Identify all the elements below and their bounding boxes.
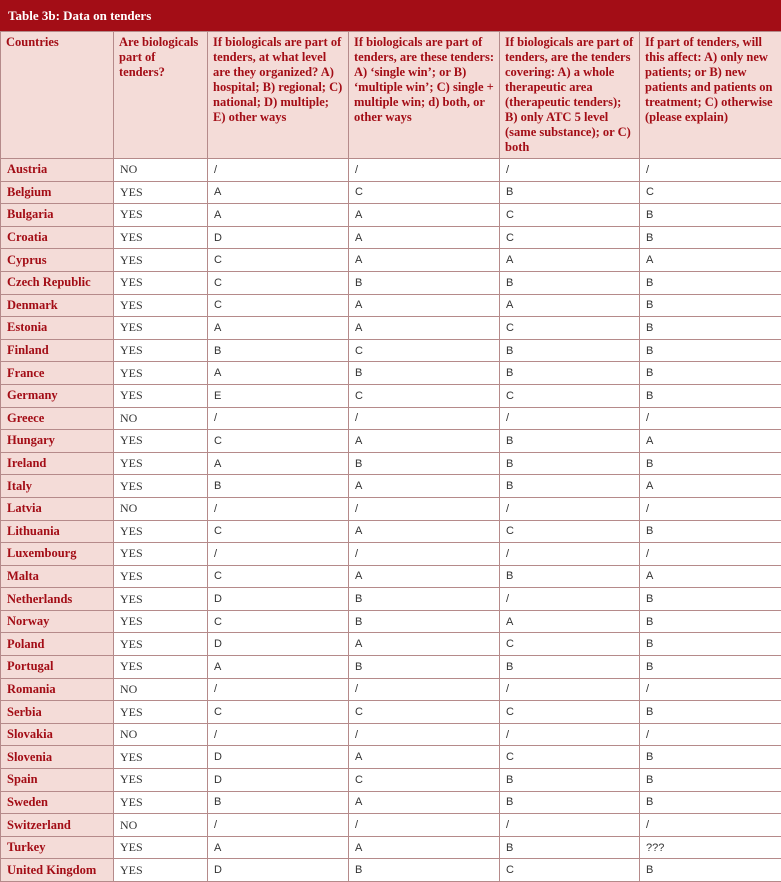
country-cell: Poland bbox=[1, 633, 114, 656]
coverage-cell: / bbox=[500, 543, 640, 566]
header-biologicals-in-tenders: Are biologicals part of tenders? bbox=[114, 32, 208, 159]
effect-cell: / bbox=[640, 678, 781, 701]
effect-cell: B bbox=[640, 610, 781, 633]
table-row bbox=[1, 520, 781, 543]
biologicals-cell: YES bbox=[114, 656, 208, 679]
type-cell: / bbox=[349, 814, 500, 837]
level-cell: D bbox=[208, 633, 349, 656]
table-row bbox=[1, 859, 781, 882]
effect-cell: B bbox=[640, 339, 781, 362]
table-row bbox=[1, 746, 781, 769]
coverage-cell: C bbox=[500, 633, 640, 656]
level-cell: B bbox=[208, 791, 349, 814]
country-cell: Portugal bbox=[1, 656, 114, 679]
table-row bbox=[1, 836, 781, 859]
level-cell: / bbox=[208, 407, 349, 430]
table-row bbox=[1, 430, 781, 453]
level-cell: C bbox=[208, 294, 349, 317]
table-row bbox=[1, 814, 781, 837]
level-cell: / bbox=[208, 159, 349, 182]
type-cell: B bbox=[349, 859, 500, 882]
effect-cell: B bbox=[640, 294, 781, 317]
biologicals-cell: YES bbox=[114, 701, 208, 724]
effect-cell: B bbox=[640, 656, 781, 679]
table-row bbox=[1, 204, 781, 227]
coverage-cell: A bbox=[500, 249, 640, 272]
effect-cell: B bbox=[640, 633, 781, 656]
biologicals-cell: NO bbox=[114, 723, 208, 746]
effect-cell: B bbox=[640, 746, 781, 769]
biologicals-cell: NO bbox=[114, 678, 208, 701]
table-row bbox=[1, 701, 781, 724]
type-cell: A bbox=[349, 633, 500, 656]
country-cell: United Kingdom bbox=[1, 859, 114, 882]
type-cell: / bbox=[349, 497, 500, 520]
table-row bbox=[1, 317, 781, 340]
level-cell: / bbox=[208, 543, 349, 566]
type-cell: A bbox=[349, 746, 500, 769]
type-cell: B bbox=[349, 362, 500, 385]
level-cell: A bbox=[208, 317, 349, 340]
country-cell: Hungary bbox=[1, 430, 114, 453]
level-cell: C bbox=[208, 430, 349, 453]
biologicals-cell: YES bbox=[114, 226, 208, 249]
coverage-cell: / bbox=[500, 497, 640, 520]
level-cell: D bbox=[208, 588, 349, 611]
country-cell: Norway bbox=[1, 610, 114, 633]
biologicals-cell: YES bbox=[114, 362, 208, 385]
type-cell: / bbox=[349, 159, 500, 182]
effect-cell: B bbox=[640, 859, 781, 882]
header-tender-type: If biologicals are part of tenders, are these tenders: A) ‘single win’; or B) ‘multiple win’; C) single + multiple win; d) both, or other ways bbox=[349, 32, 500, 159]
biologicals-cell: NO bbox=[114, 159, 208, 182]
coverage-cell: B bbox=[500, 452, 640, 475]
biologicals-cell: YES bbox=[114, 271, 208, 294]
effect-cell: A bbox=[640, 430, 781, 453]
type-cell: A bbox=[349, 520, 500, 543]
header-tender-coverage: If biologicals are part of tenders, are the tenders covering: A) a whole therapeutic area (therapeutic tenders); B) only ATC 5 level (same substance); or C) both bbox=[500, 32, 640, 159]
country-cell: Denmark bbox=[1, 294, 114, 317]
coverage-cell: C bbox=[500, 859, 640, 882]
coverage-cell: B bbox=[500, 271, 640, 294]
type-cell: A bbox=[349, 791, 500, 814]
type-cell: C bbox=[349, 339, 500, 362]
table-row bbox=[1, 271, 781, 294]
effect-cell: / bbox=[640, 543, 781, 566]
type-cell: A bbox=[349, 249, 500, 272]
biologicals-cell: YES bbox=[114, 633, 208, 656]
coverage-cell: / bbox=[500, 814, 640, 837]
coverage-cell: / bbox=[500, 159, 640, 182]
biologicals-cell: YES bbox=[114, 588, 208, 611]
coverage-cell: C bbox=[500, 746, 640, 769]
table-row bbox=[1, 159, 781, 182]
coverage-cell: B bbox=[500, 791, 640, 814]
table-title: Table 3b: Data on tenders bbox=[0, 0, 781, 31]
table-row bbox=[1, 633, 781, 656]
country-cell: Austria bbox=[1, 159, 114, 182]
effect-cell: B bbox=[640, 204, 781, 227]
type-cell: C bbox=[349, 769, 500, 792]
effect-cell: B bbox=[640, 588, 781, 611]
coverage-cell: B bbox=[500, 565, 640, 588]
coverage-cell: C bbox=[500, 384, 640, 407]
country-cell: Romania bbox=[1, 678, 114, 701]
country-cell: Sweden bbox=[1, 791, 114, 814]
level-cell: C bbox=[208, 610, 349, 633]
coverage-cell: B bbox=[500, 656, 640, 679]
biologicals-cell: NO bbox=[114, 407, 208, 430]
effect-cell: B bbox=[640, 271, 781, 294]
table-row bbox=[1, 362, 781, 385]
country-cell: Latvia bbox=[1, 497, 114, 520]
country-cell: Netherlands bbox=[1, 588, 114, 611]
table-row bbox=[1, 610, 781, 633]
country-cell: Czech Republic bbox=[1, 271, 114, 294]
country-cell: Lithuania bbox=[1, 520, 114, 543]
level-cell: / bbox=[208, 723, 349, 746]
type-cell: A bbox=[349, 430, 500, 453]
type-cell: / bbox=[349, 723, 500, 746]
effect-cell: / bbox=[640, 407, 781, 430]
type-cell: A bbox=[349, 475, 500, 498]
effect-cell: B bbox=[640, 226, 781, 249]
coverage-cell: A bbox=[500, 294, 640, 317]
effect-cell: B bbox=[640, 317, 781, 340]
type-cell: A bbox=[349, 565, 500, 588]
tenders-table bbox=[0, 31, 781, 882]
level-cell: C bbox=[208, 701, 349, 724]
level-cell: / bbox=[208, 814, 349, 837]
biologicals-cell: YES bbox=[114, 430, 208, 453]
level-cell: A bbox=[208, 204, 349, 227]
biologicals-cell: YES bbox=[114, 475, 208, 498]
table-row bbox=[1, 452, 781, 475]
level-cell: A bbox=[208, 362, 349, 385]
country-cell: Belgium bbox=[1, 181, 114, 204]
biologicals-cell: YES bbox=[114, 836, 208, 859]
effect-cell: A bbox=[640, 475, 781, 498]
table-row bbox=[1, 384, 781, 407]
table-row bbox=[1, 339, 781, 362]
level-cell: A bbox=[208, 656, 349, 679]
coverage-cell: B bbox=[500, 339, 640, 362]
type-cell: B bbox=[349, 271, 500, 294]
coverage-cell: C bbox=[500, 701, 640, 724]
level-cell: D bbox=[208, 859, 349, 882]
type-cell: A bbox=[349, 836, 500, 859]
coverage-cell: / bbox=[500, 588, 640, 611]
type-cell: / bbox=[349, 543, 500, 566]
biologicals-cell: YES bbox=[114, 746, 208, 769]
biologicals-cell: YES bbox=[114, 204, 208, 227]
country-cell: Italy bbox=[1, 475, 114, 498]
level-cell: B bbox=[208, 339, 349, 362]
table-row bbox=[1, 656, 781, 679]
table-row bbox=[1, 249, 781, 272]
level-cell: / bbox=[208, 497, 349, 520]
type-cell: A bbox=[349, 226, 500, 249]
coverage-cell: A bbox=[500, 610, 640, 633]
biologicals-cell: YES bbox=[114, 452, 208, 475]
table-row bbox=[1, 475, 781, 498]
type-cell: / bbox=[349, 407, 500, 430]
biologicals-cell: NO bbox=[114, 814, 208, 837]
effect-cell: / bbox=[640, 159, 781, 182]
effect-cell: / bbox=[640, 814, 781, 837]
level-cell: C bbox=[208, 271, 349, 294]
level-cell: C bbox=[208, 249, 349, 272]
effect-cell: ??? bbox=[640, 836, 781, 859]
level-cell: C bbox=[208, 520, 349, 543]
coverage-cell: B bbox=[500, 475, 640, 498]
table-row bbox=[1, 723, 781, 746]
country-cell: France bbox=[1, 362, 114, 385]
level-cell: C bbox=[208, 565, 349, 588]
level-cell: A bbox=[208, 181, 349, 204]
type-cell: / bbox=[349, 678, 500, 701]
type-cell: B bbox=[349, 656, 500, 679]
header-row bbox=[1, 32, 781, 159]
effect-cell: B bbox=[640, 452, 781, 475]
country-cell: Cyprus bbox=[1, 249, 114, 272]
biologicals-cell: YES bbox=[114, 565, 208, 588]
biologicals-cell: YES bbox=[114, 859, 208, 882]
effect-cell: B bbox=[640, 769, 781, 792]
biologicals-cell: YES bbox=[114, 791, 208, 814]
level-cell: E bbox=[208, 384, 349, 407]
type-cell: C bbox=[349, 384, 500, 407]
table-row bbox=[1, 678, 781, 701]
level-cell: B bbox=[208, 475, 349, 498]
country-cell: Bulgaria bbox=[1, 204, 114, 227]
country-cell: Luxembourg bbox=[1, 543, 114, 566]
biologicals-cell: YES bbox=[114, 543, 208, 566]
biologicals-cell: YES bbox=[114, 384, 208, 407]
effect-cell: A bbox=[640, 249, 781, 272]
header-patient-effect: If part of tenders, will this affect: A) only new patients; or B) new patients and patients on treatment; C) otherwise (please explain) bbox=[640, 32, 781, 159]
coverage-cell: C bbox=[500, 520, 640, 543]
table-row bbox=[1, 769, 781, 792]
country-cell: Ireland bbox=[1, 452, 114, 475]
country-cell: Croatia bbox=[1, 226, 114, 249]
country-cell: Switzerland bbox=[1, 814, 114, 837]
table-row bbox=[1, 565, 781, 588]
country-cell: Slovenia bbox=[1, 746, 114, 769]
effect-cell: C bbox=[640, 181, 781, 204]
table-row bbox=[1, 181, 781, 204]
effect-cell: B bbox=[640, 791, 781, 814]
effect-cell: A bbox=[640, 565, 781, 588]
table-row bbox=[1, 588, 781, 611]
country-cell: Greece bbox=[1, 407, 114, 430]
coverage-cell: C bbox=[500, 204, 640, 227]
biologicals-cell: YES bbox=[114, 769, 208, 792]
type-cell: C bbox=[349, 181, 500, 204]
biologicals-cell: YES bbox=[114, 249, 208, 272]
type-cell: A bbox=[349, 317, 500, 340]
level-cell: D bbox=[208, 769, 349, 792]
coverage-cell: / bbox=[500, 678, 640, 701]
table-row bbox=[1, 791, 781, 814]
level-cell: D bbox=[208, 226, 349, 249]
level-cell: / bbox=[208, 678, 349, 701]
biologicals-cell: YES bbox=[114, 610, 208, 633]
table-row bbox=[1, 543, 781, 566]
country-cell: Spain bbox=[1, 769, 114, 792]
type-cell: C bbox=[349, 701, 500, 724]
level-cell: A bbox=[208, 836, 349, 859]
effect-cell: / bbox=[640, 723, 781, 746]
table-body bbox=[1, 159, 781, 882]
biologicals-cell: YES bbox=[114, 181, 208, 204]
coverage-cell: C bbox=[500, 226, 640, 249]
country-cell: Turkey bbox=[1, 836, 114, 859]
effect-cell: / bbox=[640, 497, 781, 520]
table-row bbox=[1, 407, 781, 430]
biologicals-cell: YES bbox=[114, 294, 208, 317]
type-cell: B bbox=[349, 588, 500, 611]
country-cell: Slovakia bbox=[1, 723, 114, 746]
coverage-cell: / bbox=[500, 723, 640, 746]
table-row bbox=[1, 226, 781, 249]
country-cell: Malta bbox=[1, 565, 114, 588]
table-row bbox=[1, 497, 781, 520]
biologicals-cell: YES bbox=[114, 520, 208, 543]
type-cell: B bbox=[349, 610, 500, 633]
table-row bbox=[1, 294, 781, 317]
country-cell: Finland bbox=[1, 339, 114, 362]
coverage-cell: / bbox=[500, 407, 640, 430]
effect-cell: B bbox=[640, 520, 781, 543]
type-cell: B bbox=[349, 452, 500, 475]
country-cell: Estonia bbox=[1, 317, 114, 340]
type-cell: A bbox=[349, 294, 500, 317]
country-cell: Serbia bbox=[1, 701, 114, 724]
effect-cell: B bbox=[640, 701, 781, 724]
coverage-cell: C bbox=[500, 317, 640, 340]
level-cell: A bbox=[208, 452, 349, 475]
effect-cell: B bbox=[640, 362, 781, 385]
biologicals-cell: NO bbox=[114, 497, 208, 520]
level-cell: D bbox=[208, 746, 349, 769]
biologicals-cell: YES bbox=[114, 317, 208, 340]
coverage-cell: B bbox=[500, 362, 640, 385]
coverage-cell: B bbox=[500, 430, 640, 453]
effect-cell: B bbox=[640, 384, 781, 407]
coverage-cell: B bbox=[500, 769, 640, 792]
type-cell: A bbox=[349, 204, 500, 227]
country-cell: Germany bbox=[1, 384, 114, 407]
header-countries: Countries bbox=[1, 32, 114, 159]
coverage-cell: B bbox=[500, 836, 640, 859]
header-organization-level: If biologicals are part of tenders, at what level are they organized? A) hospital; B) regional; C) national; D) multiple; E) other ways bbox=[208, 32, 349, 159]
coverage-cell: B bbox=[500, 181, 640, 204]
biologicals-cell: YES bbox=[114, 339, 208, 362]
